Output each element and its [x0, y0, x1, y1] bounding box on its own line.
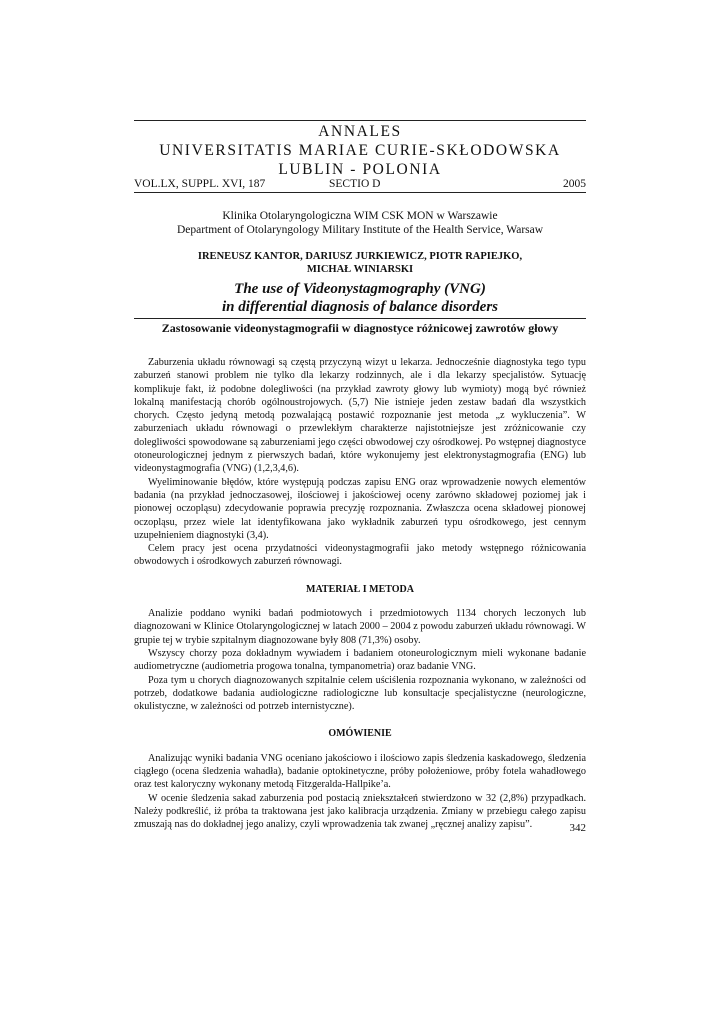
- article-title-polish: Zastosowanie videonystagmografii w diagnostyce różnicowej zawrotów głowy: [161, 321, 559, 335]
- journal-title-line1: ANNALES: [318, 123, 402, 140]
- page-number: 342: [569, 822, 586, 834]
- methods-paragraph-1: Analizie poddano wyniki badań podmiotowych i przedmiotowych 1134 chorych leczonych lub diagnozowani w Klinice Otolaryngologicznej w latach 2000 – 2004 z powodu zaburzeń układu równowagi. W grupie tej w trybie szpitalnym diagnozowane były 808 (71,3%) osoby.: [134, 608, 586, 646]
- volume-line: [134, 177, 586, 191]
- methods-paragraph-3: Poza tym u chorych diagnozowanych szpitalnie celem uściślenia rozpoznania wykonano, w zależności od potrzeb, dodatkowe badania audiologiczne radiologiczne lub konsultacje specjalistyczne (neurologiczne, okulistyczne, w zależności od potrzeb internistyczne).: [134, 674, 586, 713]
- intro-paragraph-1: Zaburzenia układu równowagi są częstą przyczyną wizyt u lekarza. Jednocześnie diagnostyka tego typu zaburzeń stanowi problem nie tylko dla lekarzy rodzinnych, ale i dla lekarzy specjalistów. Sytuację komplikuje fakt, iż podobne dolegliwości (na przykład zawroty głowy lub wymioty) mogą być również lokalną manifestacją chorób ogólnoustrojowych. (5,7) Nie istnieje jeden zestaw badań dla wszystkich chorych. Często jedyną metodą pozwalającą postawić rozpoznanie jest metoda „z wykluczenia”. W zaburzeniach układu równowagi o przewlekłym charakterze najistotniejsze jest zróżnicowanie czy dolegliwości spowodowane są zaburzeniami jego części obwodowej czy ośrodkowej. Po wstępnej diagnostyce otoneurologicznej jednym z pierwszych badań, które wykonujemy jest elektronystagmografia (ENG) lub videonystagmografia (VNG) (1,2,3,4,6).: [134, 357, 586, 475]
- volume-number: VOL.LX, SUPPL. XVI, 187: [134, 178, 266, 190]
- affiliation-polish: Klinika Otolaryngologiczna WIM CSK MON w Warszawie: [222, 210, 498, 222]
- title-english-line1: The use of Videonystagmography (VNG): [234, 281, 486, 297]
- affiliation: [134, 209, 586, 237]
- article-body: [134, 356, 586, 832]
- discussion-paragraph-1: Analizując wyniki badania VNG oceniano jakościowo i ilościowo zapis śledzenia kaskadowego, śledzenia ciągłego (ocena śledzenia wahadła), badanie optokinetyczne, próby położeniowe, próby fotela wahadłowego oraz test kaloryczny wykonany metodą Fitzgeralda-Hallpike’a.: [134, 752, 586, 791]
- author-list: [134, 250, 586, 276]
- authors-line1: IRENEUSZ KANTOR, DARIUSZ JURKIEWICZ, PIOTR RAPIEJKO,: [197, 251, 523, 262]
- intro-paragraph-3: Celem pracy jest ocena przydatności videonystagmografii jako metody wstępnego różnicowania obwodowych i ośrodkowych zaburzeń równowagi.: [134, 543, 586, 568]
- article-title-english: [134, 280, 586, 316]
- header-top-rule: [134, 120, 586, 121]
- section-label: SECTIO D: [329, 178, 381, 190]
- affiliation-english: Department of Otolaryngology Military Institute of the Health Service, Warsaw: [176, 224, 544, 236]
- discussion-paragraph-2: W ocenie śledzenia sakad zaburzenia pod postacią zniekształceń stwierdzono w 32 (2,8%) przypadkach. Należy podkreślić, iż próba ta traktowana jest jako kalibracja urządzenia. Zmiany w przebiegu całego zapisu zmuszają nas do dokładnej jego analizy, czyli wprowadzenia tak zwanej „ręcznej analizy zapisu”.: [134, 792, 586, 831]
- title-english-line2: in differential diagnosis of balance disorders: [222, 299, 498, 315]
- journal-masthead: [134, 122, 586, 179]
- title-rule: [134, 318, 586, 319]
- discussion-heading: OMÓWIENIE: [328, 728, 392, 740]
- journal-title-line3: LUBLIN - POLONIA: [278, 161, 442, 178]
- publication-year: 2005: [563, 178, 586, 190]
- methods-paragraph-2: Wszyscy chorzy poza dokładnym wywiadem i badaniem otoneurologicznym mieli wykonane badanie audiometryczne (audiometria progowa tonalna, tympanometria) oraz badanie VNG.: [134, 647, 586, 673]
- authors-line2: MICHAŁ WINIARSKI: [306, 264, 414, 275]
- journal-title-line2: UNIVERSITATIS MARIAE CURIE-SKŁODOWSKA: [159, 142, 561, 159]
- methods-heading: MATERIAŁ I METODA: [306, 583, 414, 595]
- header-bottom-rule: [134, 192, 586, 193]
- intro-paragraph-2: Wyeliminowanie błędów, które występują podczas zapisu ENG oraz wprowadzenie nowych elementów badania (na przykład jednoczasowej, ilościowej i jakościowej oceny zarówno składowej poziomej jak i pionowej oczopląsu) zdecydowanie poprawia precyzję rozpoznania. Zwłaszcza ocena składowej pionowej oczopląsu, przez wiele lat identyfikowana jako wykładnik zaburzeń typu ośrodkowego, jest cennym uzupełnieniem diagnostyki (3,4).: [134, 476, 586, 541]
